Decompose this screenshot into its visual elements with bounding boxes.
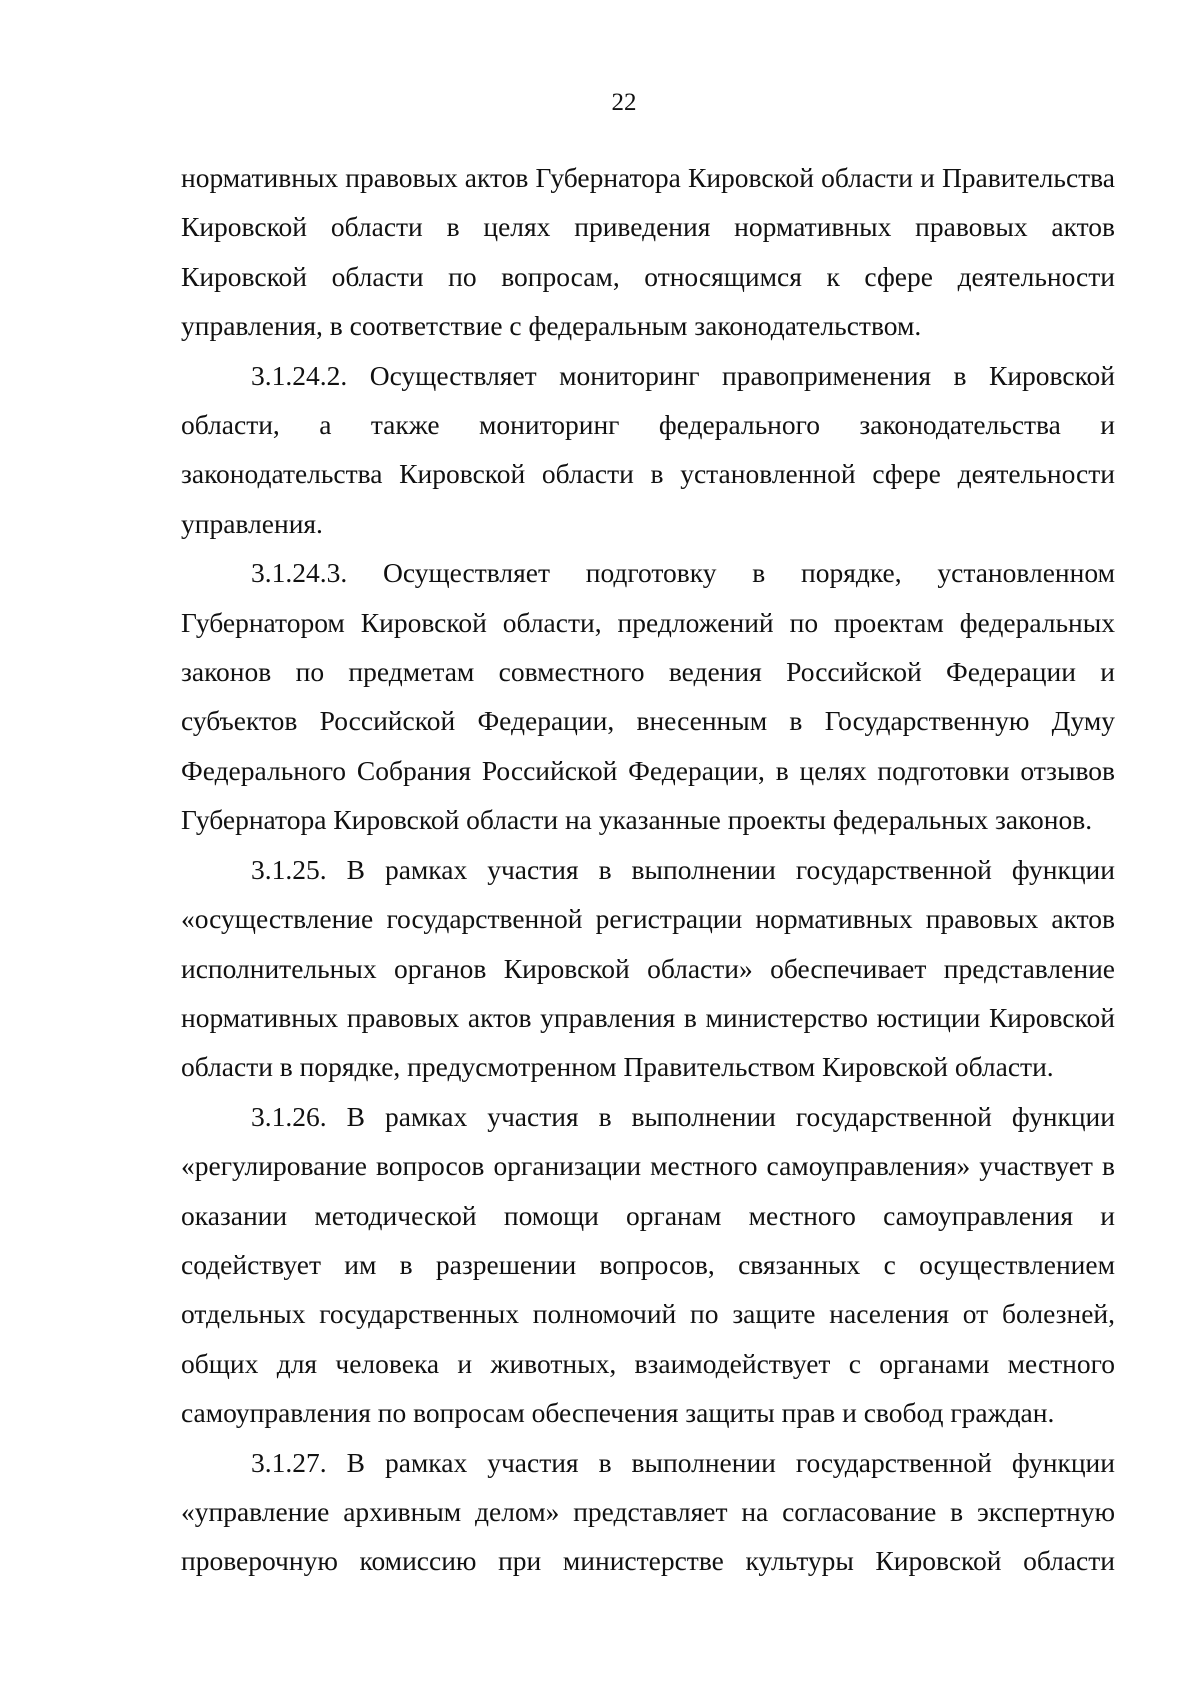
paragraph-continuation: нормативных правовых актов Губернатора Кировской области и Правительства Кировской области в целях приведения нормативных правовых актов Кировской области по вопросам, относящимся к сфере деятельности управления, в соответствие с федеральным законодательством.	[181, 162, 1115, 342]
paragraph-3-1-24-3: 3.1.24.3. Осуществляет подготовку в порядке, установленном Губернатором Кировской области, предложений по проектам федеральных законов по предметам совместного ведения Российской Федерации и субъектов Российской Федерации, внесенным в Государственную Думу Федерального Собрания Российской Федерации, в целях подготовки отзывов Губернатора Кировской области на указанные проекты федеральных законов.	[181, 557, 1115, 836]
paragraph-3-1-24-2: 3.1.24.2. Осуществляет мониторинг правоприменения в Кировской области, а также мониторинг федерального законодательства и законодательства Кировской области в установленной сфере деятельности управления.	[181, 359, 1115, 539]
page-number: 22	[611, 89, 637, 116]
paragraph-3-1-25: 3.1.25. В рамках участия в выполнении государственной функции «осуществление государственной регистрации нормативных правовых актов исполнительных органов Кировской области» обеспечивает представление нормативных правовых актов управления в министерство юстиции Кировской области в порядке, предусмотренном Правительством Кировской области.	[181, 853, 1115, 1083]
paragraph-3-1-27: 3.1.27. В рамках участия в выполнении государственной функции «управление архивным делом» представляет на согласование в экспертную проверочную комиссию при министерстве культуры Кировской области	[181, 1446, 1115, 1577]
document-body	[181, 153, 1115, 1586]
paragraph-3-1-26: 3.1.26. В рамках участия в выполнении государственной функции «регулирование вопросов организации местного самоуправления» участвует в оказании методической помощи органам местного самоуправления и содействует им в разрешении вопросов, связанных с осуществлением отдельных государственных полномочий по защите населения от болезней, общих для человека и животных, взаимодействует с органами местного самоуправления по вопросам обеспечения защиты прав и свобод граждан.	[181, 1100, 1115, 1429]
